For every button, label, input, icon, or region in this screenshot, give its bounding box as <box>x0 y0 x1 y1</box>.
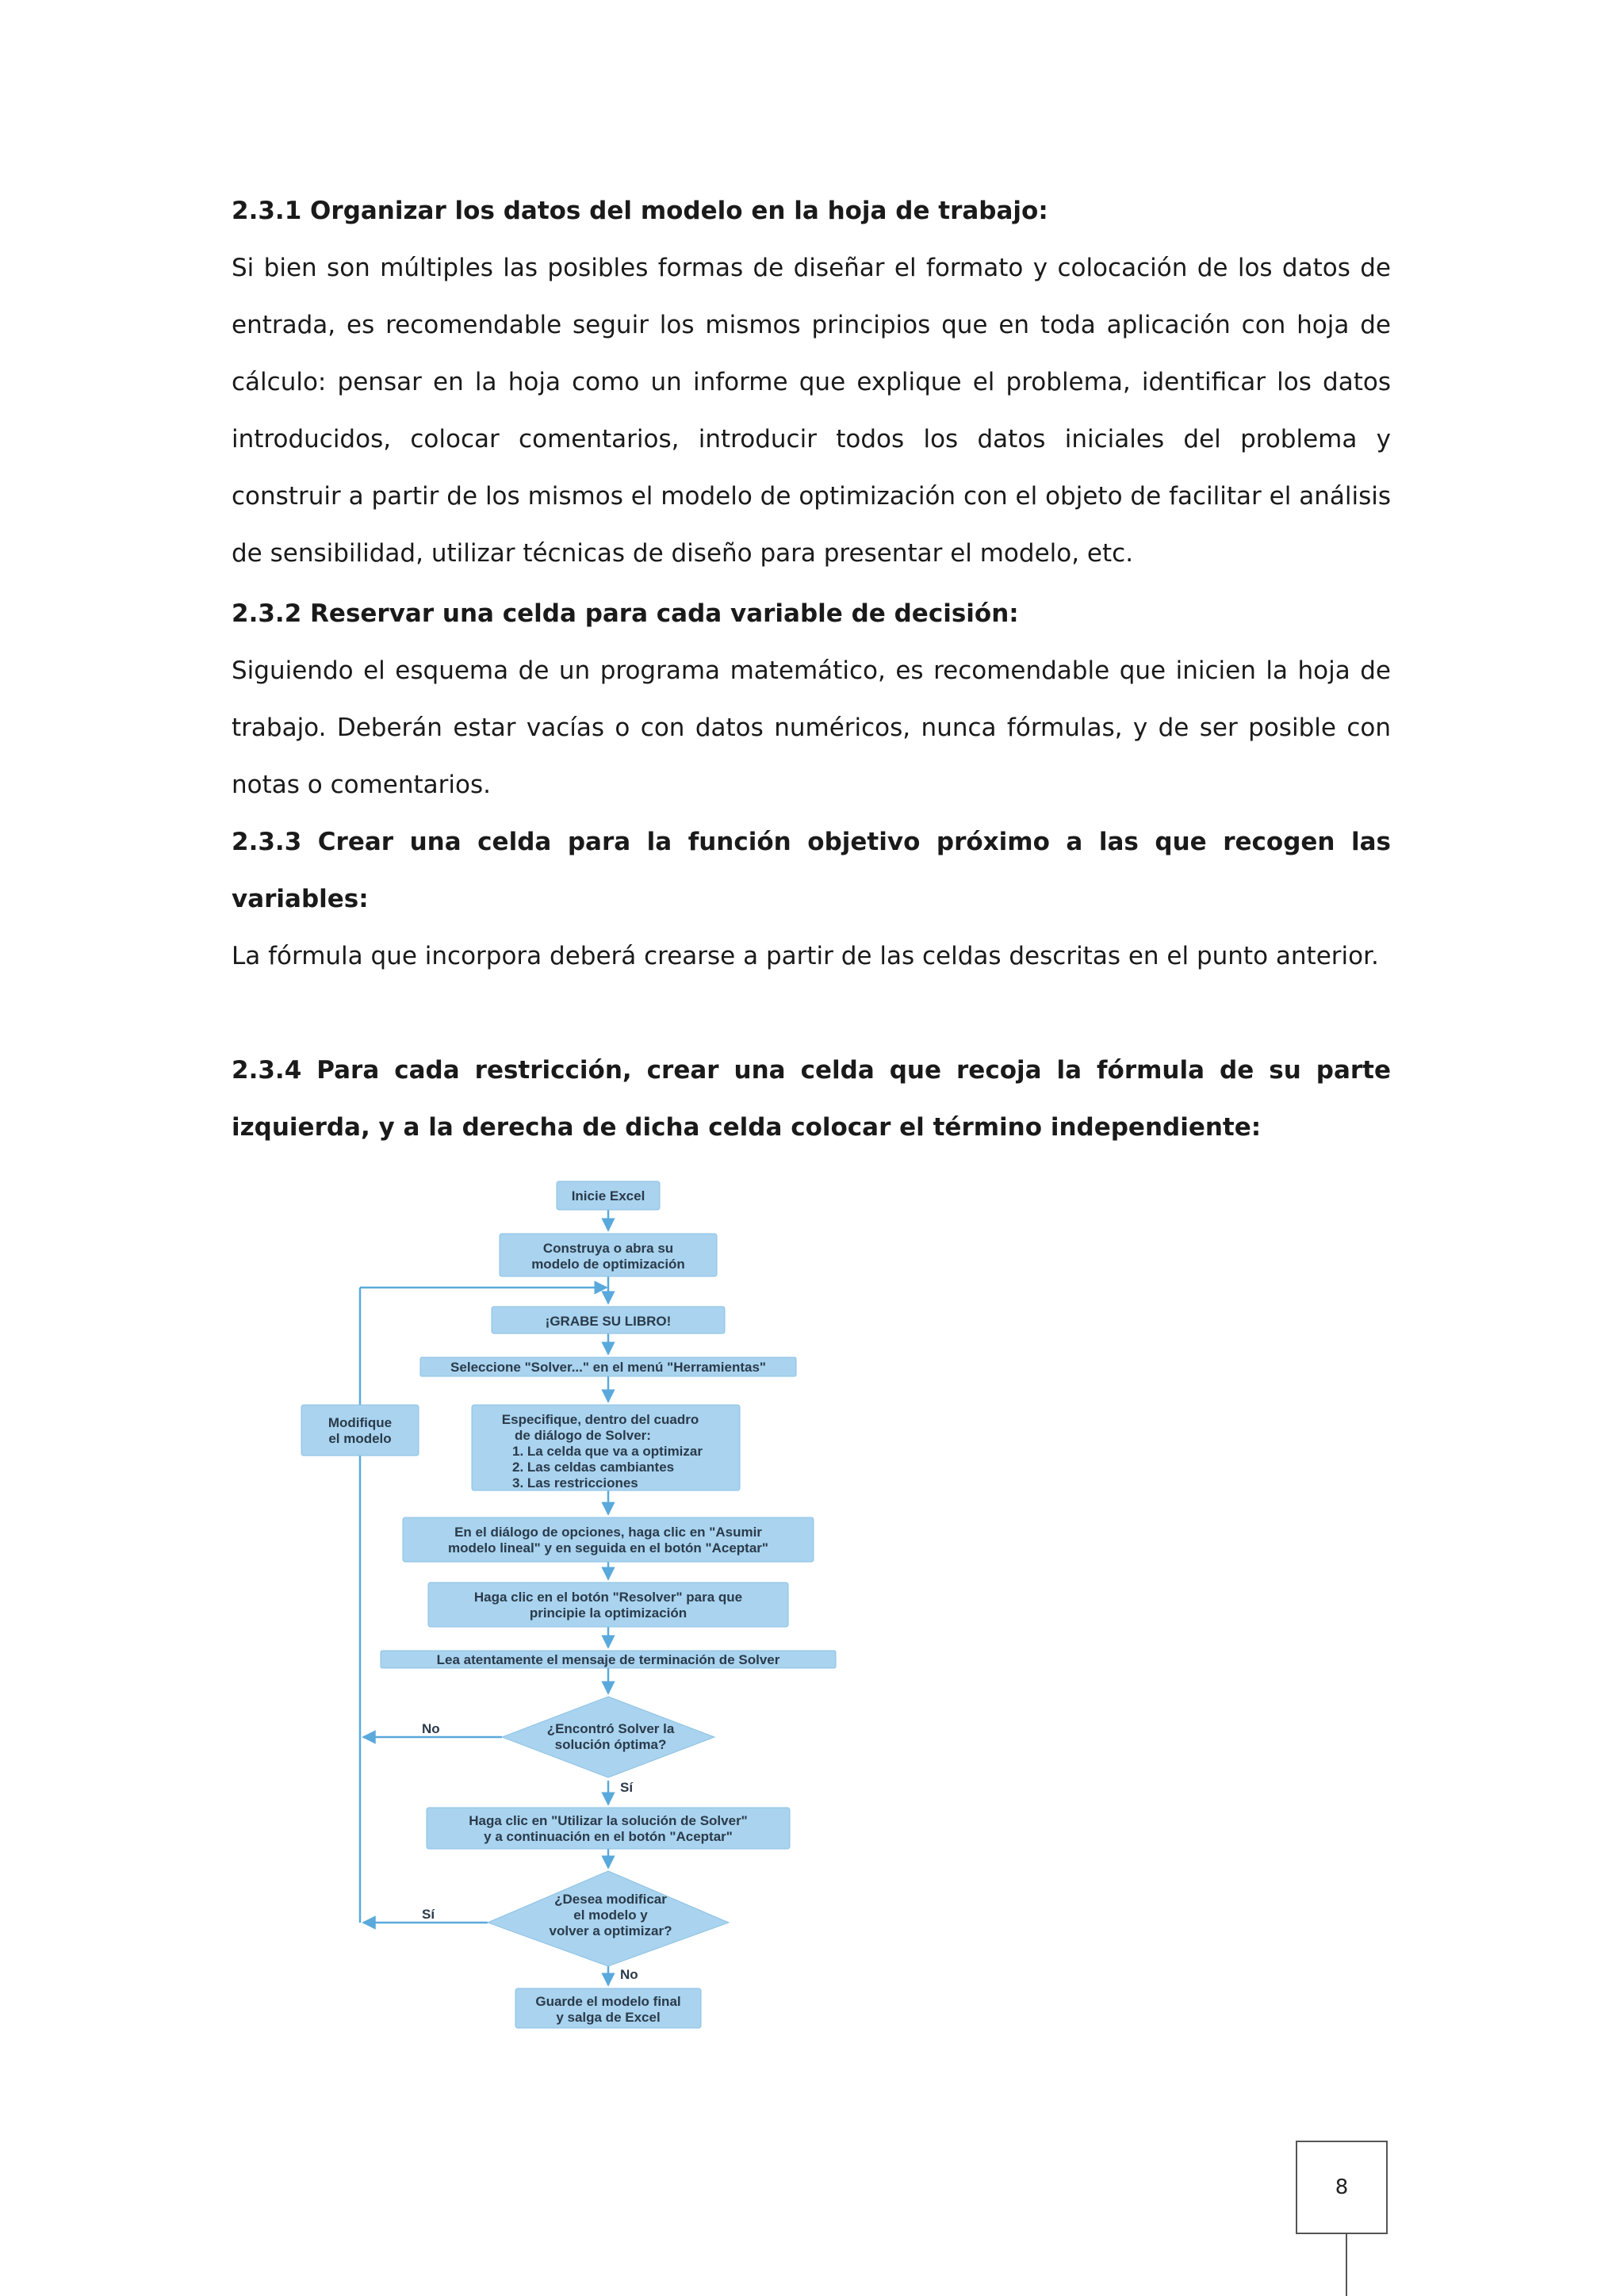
flow-found-label-2: solución óptima? <box>554 1737 667 1752</box>
flow-modify-q-label-2: el modelo y <box>573 1908 648 1923</box>
flow-found-label-1: ¿Encontró Solver la <box>546 1721 675 1736</box>
section-heading: 2.3.3 Crear una celda para la función objetivo próximo a las que recogen las variables: <box>232 828 1391 913</box>
flow-options-label-1: En el diálogo de opciones, haga clic en "Asumir <box>454 1525 762 1540</box>
flow-no-label-2: No <box>620 1967 638 1982</box>
section-body: La fórmula que incorpora deberá crearse a partir de las celdas descritas en el punto anterior. <box>232 942 1379 970</box>
flow-specify-label-5: 3. Las restricciones <box>512 1475 638 1490</box>
flow-finish-label-2: y salga de Excel <box>556 2010 661 2025</box>
flow-options-label-2: modelo lineal" y en seguida en el botón "Aceptar" <box>448 1540 768 1556</box>
flow-select-label: Seleccione "Solver..." en el menú "Herramientas" <box>450 1360 766 1375</box>
section-2-3-3 <box>232 813 1391 985</box>
flow-specify-label-2: de diálogo de Solver: <box>515 1428 651 1443</box>
flow-specify-label-4: 2. Las celdas cambiantes <box>512 1460 675 1475</box>
flow-modify-label-1: Modifique <box>327 1415 393 1430</box>
flow-resolve-label-1: Haga clic en el botón "Resolver" para que <box>473 1590 743 1605</box>
flow-modify-box <box>301 1405 419 1456</box>
section-heading: 2.3.2 Reservar una celda para cada variable de decisión: <box>232 599 1019 628</box>
flow-build-label-1: Construya o abra su <box>542 1241 674 1256</box>
flow-save-label: ¡GRABE SU LIBRO! <box>545 1314 672 1329</box>
flow-modify-q-label-1: ¿Desea modificar <box>554 1892 667 1907</box>
flow-start-label: Inicie Excel <box>571 1188 645 1203</box>
flow-specify-label-1: Especifique, dentro del cuadro <box>501 1412 699 1427</box>
flow-resolve-label-2: principie la optimización <box>529 1605 688 1621</box>
section-heading: 2.3.4 Para cada restricción, crear una celda que recoja la fórmula de su parte izquierda, y a la derecha de dicha celda colocar el término independiente: <box>232 1056 1391 1142</box>
flow-build-label-2: modelo de optimización <box>531 1257 685 1272</box>
flow-modify-label-2: el modelo <box>328 1431 392 1446</box>
page-number-box <box>1296 2141 1388 2234</box>
section-body: Si bien son múltiples las posibles formas de diseñar el formato y colocación de los datos de entrada, es recomendable seguir los mismos principios que en toda aplicación con hoja de cálculo: pensar en la hoja como un informe que explique el problema, identificar los datos introducidos, colocar comentarios, introducir todos los datos iniciales del problema y construir a partir de los mismos el modelo de optimización con el objeto de facilitar el análisis de sensibilidad, utilizar técnicas de diseño para presentar el modelo, etc. <box>232 254 1391 568</box>
section-2-3-2 <box>232 585 1391 813</box>
solver-flowchart <box>293 1173 848 2038</box>
flow-read-label: Lea atentamente el mensaje de terminación de Solver <box>436 1652 780 1667</box>
flow-modify-q-label-3: volver a optimizar? <box>549 1923 672 1938</box>
flow-si-label-2: Sí <box>422 1907 435 1922</box>
flow-specify-label-3: 1. La celda que va a optimizar <box>512 1444 703 1459</box>
flow-finish-label-1: Guarde el modelo final <box>535 1994 681 2009</box>
flow-no-label-1: No <box>422 1721 440 1736</box>
section-2-3-1 <box>232 182 1391 582</box>
flow-si-label-1: Sí <box>620 1780 634 1795</box>
flow-use-label-2: y a continuación en el botón "Aceptar" <box>484 1829 733 1844</box>
flow-use-label-1: Haga clic en "Utilizar la solución de Solver" <box>469 1813 748 1828</box>
page-number-line <box>1346 2234 1347 2296</box>
page-number: 8 <box>1335 2175 1349 2199</box>
section-body: Siguiendo el esquema de un programa matemático, es recomendable que inicien la hoja de trabajo. Deberán estar vacías o con datos numéricos, nunca fórmulas, y de ser posible con notas o comentarios. <box>232 656 1391 799</box>
section-2-3-4 <box>232 1042 1391 1156</box>
section-heading: 2.3.1 Organizar los datos del modelo en la hoja de trabajo: <box>232 197 1048 225</box>
